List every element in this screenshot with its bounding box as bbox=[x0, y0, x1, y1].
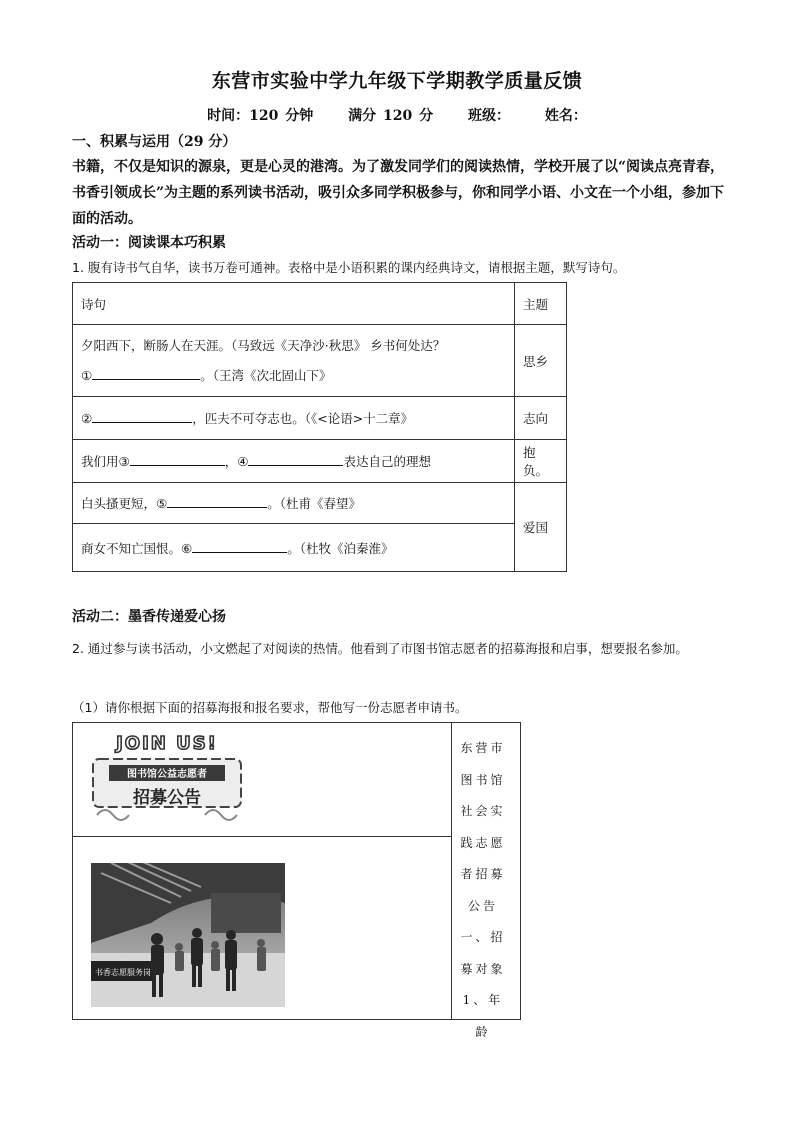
blank-3[interactable] bbox=[130, 452, 225, 466]
poster-divider bbox=[451, 723, 452, 1019]
recruit-stamp-graphic bbox=[87, 727, 247, 831]
section-intro: 书籍，不仅是知识的源泉，更是心灵的港湾。为了激发同学们的阅读热情，学校开展了以“阅读点亮青春，书香引领成长”为主题的系列读书活动，吸引众多同学积极参与，你和同学小语、小文在一个小组，参加下面的活动。 bbox=[72, 159, 725, 227]
question-1: 1. 腹有诗书气自华，读书万卷可通神。表格中是小语积累的课内经典诗文，请根据主题，默写诗句。 bbox=[72, 260, 626, 275]
activity-2-heading: 活动二：墨香传递爱心扬 bbox=[72, 609, 226, 625]
blank-5[interactable] bbox=[167, 494, 267, 508]
blank-4[interactable] bbox=[248, 452, 343, 466]
exam-name: 姓名： bbox=[544, 108, 587, 124]
vertical-line: 图书馆 bbox=[460, 772, 506, 787]
vertical-line: 1、年龄 bbox=[462, 993, 504, 1039]
section-heading: 一、积累与运用（29 分） bbox=[72, 134, 237, 150]
table-row bbox=[73, 325, 567, 397]
vertical-line: 公告 bbox=[467, 898, 498, 913]
vertical-line: 践志愿 bbox=[460, 835, 506, 850]
exam-meta bbox=[0, 105, 794, 125]
poem-line: 我们用③ ，④ 表达自己的理想 bbox=[73, 440, 515, 483]
theme-cell: 爱国 bbox=[515, 483, 567, 572]
table-row bbox=[73, 524, 567, 572]
poem-line: 夕阳西下，断肠人在天涯。（马致远《天净沙·秋思》 乡书何处达？ bbox=[81, 337, 446, 353]
table-row bbox=[73, 483, 567, 524]
poem-line: ① 。（王湾《次北固山下》 bbox=[81, 367, 332, 383]
vertical-line: 社会实 bbox=[460, 804, 506, 818]
vertical-line: 一、招 bbox=[460, 930, 506, 944]
theme-cell: 志向 bbox=[515, 397, 567, 440]
poem-line: ② ，匹夫不可夺志也。（《<论语>十二章》 bbox=[73, 397, 515, 440]
question-2-1: （1）请你根据下面的招募海报和报名要求，帮他写一份志愿者申请书。 bbox=[72, 700, 468, 715]
exam-time: 时间：120 分钟 bbox=[207, 108, 314, 124]
table-header-theme: 主题 bbox=[515, 283, 567, 325]
theme-cell: 思乡 bbox=[515, 325, 567, 397]
blank-1[interactable] bbox=[92, 366, 200, 380]
exam-class: 班级： bbox=[467, 108, 510, 124]
page-title: 东营市实验中学九年级下学期教学质量反馈 bbox=[211, 70, 583, 92]
blank-2[interactable] bbox=[92, 409, 192, 423]
banner-text: 图书馆公益志愿者 bbox=[127, 769, 207, 780]
poem-line: 商女不知亡国恨。⑥ 。（杜牧《泊秦淮》 bbox=[73, 524, 515, 572]
poster-divider bbox=[73, 836, 451, 837]
exam-score: 满分 120 分 bbox=[348, 108, 434, 124]
photo-sign-text: 书香志愿服务岗 bbox=[95, 968, 151, 977]
activity-1-heading: 活动一：阅读课本巧积累 bbox=[72, 235, 226, 251]
poem-line: 白头搔更短，⑤ 。（杜甫《春望》 bbox=[73, 483, 515, 524]
vertical-line: 者招募 bbox=[460, 867, 506, 881]
vertical-line: 募对象 bbox=[460, 961, 506, 976]
recruitment-poster bbox=[72, 722, 521, 1039]
question-2: 2. 通过参与读书活动，小文燃起了对阅读的热情。他看到了市图书馆志愿者的招募海报和启事，想要报名参加。 bbox=[72, 641, 688, 656]
join-us-text: JOIN US! bbox=[116, 733, 218, 754]
table-header-poem: 诗句 bbox=[73, 283, 515, 325]
table-row bbox=[73, 440, 567, 483]
table-row bbox=[73, 397, 567, 440]
volunteer-photo bbox=[91, 863, 285, 1007]
poster-vertical-text bbox=[459, 733, 507, 1048]
poem-table bbox=[72, 282, 567, 572]
theme-cell: 抱负。 bbox=[515, 440, 567, 483]
recruit-text: 招募公告 bbox=[133, 788, 201, 808]
blank-6[interactable] bbox=[192, 539, 287, 553]
vertical-line: 东营市 bbox=[460, 741, 506, 755]
